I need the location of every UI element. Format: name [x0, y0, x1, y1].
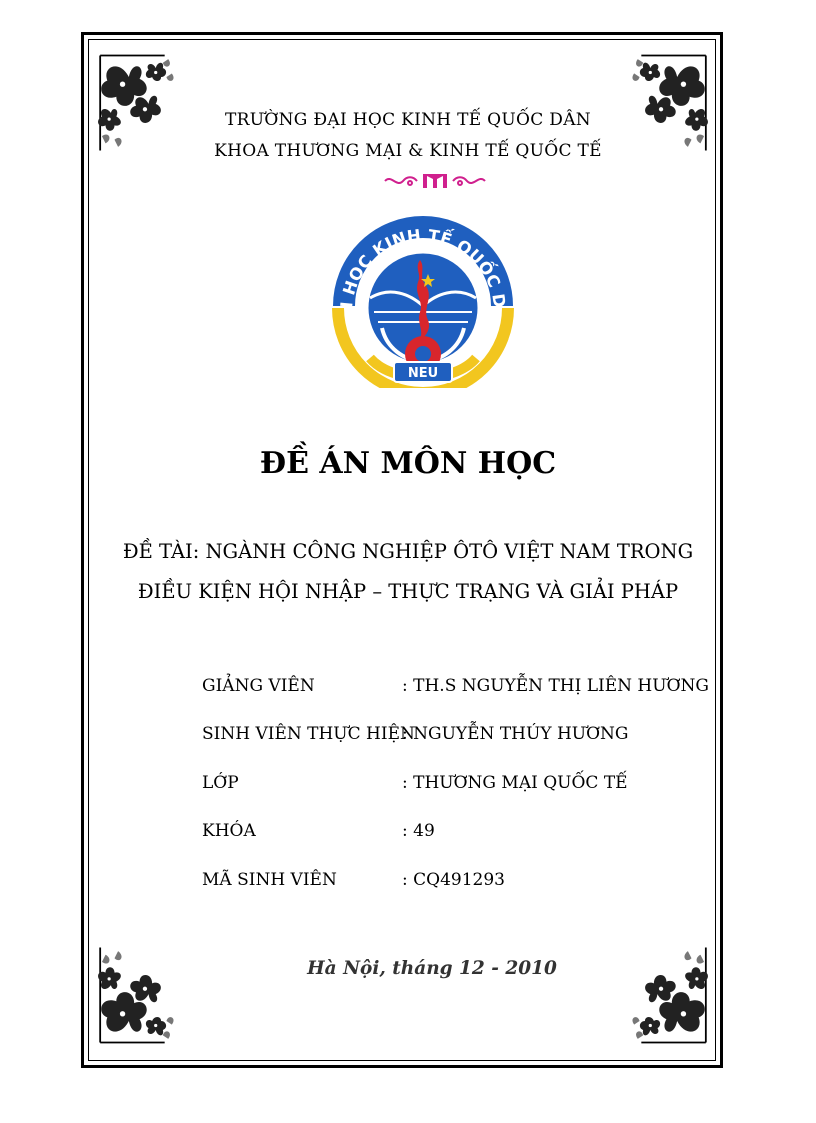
faculty-name: KHOA THƯƠNG MẠI & KINH TẾ QUỐC TẾ [214, 141, 602, 161]
topic-line-2: ĐIỀU KIỆN HỘI NHẬP – THỰC TRẠNG VÀ GIẢI PHÁP [137, 580, 679, 603]
info-label: MÃ SINH VIÊN [202, 870, 337, 890]
logo-arc-text: I HỌC KINH TẾ QUỐC D [337, 225, 510, 309]
info-label: SINH VIÊN THỰC HIỆN [202, 724, 415, 744]
university-logo [330, 216, 516, 388]
corner-ornament-bottom-left [93, 936, 179, 1054]
info-value: : THƯƠNG MẠI QUỐC TẾ [402, 773, 628, 793]
info-value: : 49 [402, 821, 435, 841]
logo-badge-text: NEU [407, 366, 439, 381]
corner-ornament-bottom-right [627, 936, 713, 1054]
info-value: : TH.S NGUYỄN THỊ LIÊN HƯƠNG [402, 676, 709, 696]
document-title: ĐỀ ÁN MÔN HỌC [259, 446, 557, 481]
topic-line-1: ĐỀ TÀI: NGÀNH CÔNG NGHIỆP ÔTÔ VIỆT NAM TRONG [122, 540, 694, 563]
info-label: KHÓA [202, 821, 256, 841]
info-label: LỚP [202, 773, 239, 793]
info-label: GIẢNG VIÊN [202, 676, 315, 696]
info-value: : NGUYỄN THÚY HƯƠNG [402, 724, 629, 744]
place-date: Hà Nội, tháng 12 - 2010 [307, 958, 557, 979]
university-name: TRƯỜNG ĐẠI HỌC KINH TẾ QUỐC DÂN [225, 110, 591, 130]
divider-ornament [383, 172, 487, 190]
info-value: : CQ491293 [402, 870, 505, 890]
